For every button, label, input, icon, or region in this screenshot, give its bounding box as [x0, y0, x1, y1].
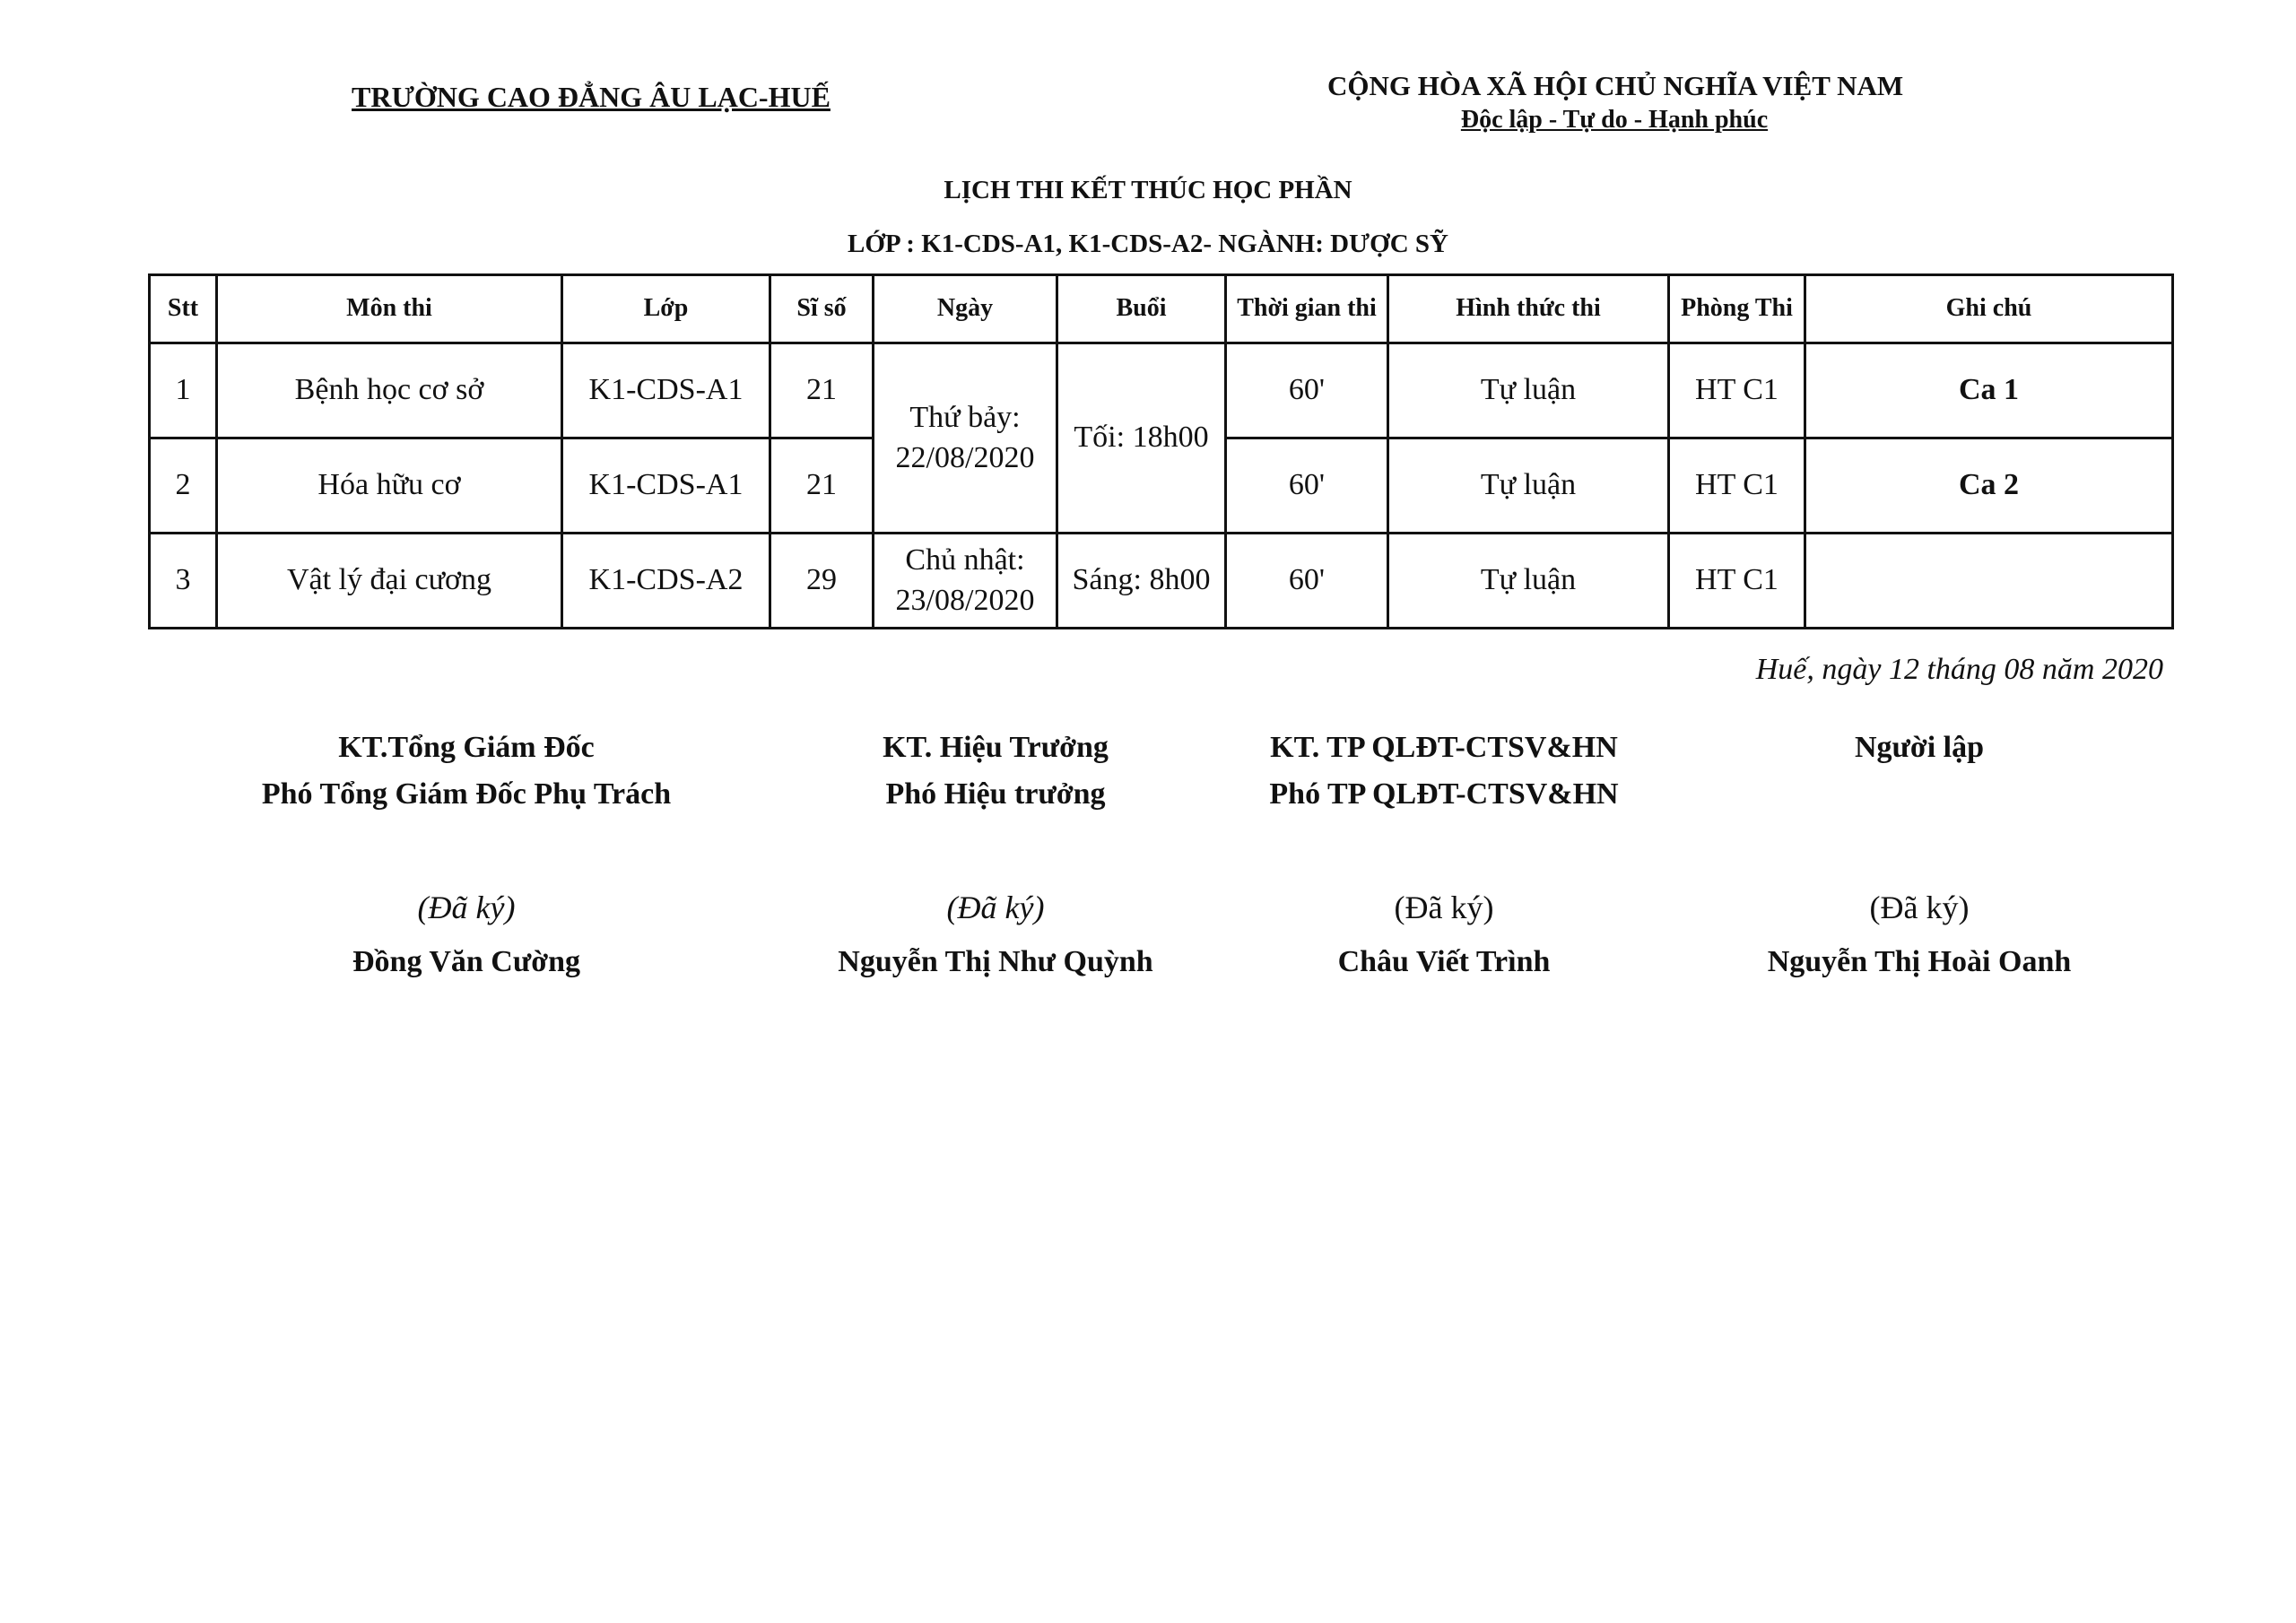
cell-room: HT C1 — [1669, 534, 1805, 629]
cell-class: K1-CDS-A1 — [562, 343, 770, 438]
signer-subtitle: Phó Hiệu trưởng — [885, 777, 1106, 811]
signer-name: Nguyễn Thị Như Quỳnh — [838, 945, 1153, 978]
column-header: Stt — [150, 275, 217, 343]
signed-note: (Đã ký) — [1869, 890, 1970, 925]
cell-room: HT C1 — [1669, 343, 1805, 438]
cell-stt: 3 — [150, 534, 217, 629]
cell-duration: 60' — [1226, 534, 1388, 629]
day-name: Thứ bảy: — [909, 401, 1021, 435]
cell-count: 21 — [770, 438, 874, 534]
cell-count: 29 — [770, 534, 874, 629]
exam-date: 23/08/2020 — [895, 583, 1035, 617]
column-header: Ghi chú — [1805, 275, 2173, 343]
column-header: Lớp — [562, 275, 770, 343]
cell-form: Tự luận — [1388, 438, 1669, 534]
cell-note: Ca 1 — [1805, 343, 2173, 438]
cell-class: K1-CDS-A2 — [562, 534, 770, 629]
school-name: TRƯỜNG CAO ĐẲNG ÂU LẠC-HUẾ — [352, 81, 831, 113]
signer-name: Nguyễn Thị Hoài Oanh — [1767, 945, 2072, 978]
document-title: LỊCH THI KẾT THÚC HỌC PHẦN — [944, 176, 1352, 204]
column-header: Hình thức thi — [1388, 275, 1669, 343]
signature-block-principal — [789, 725, 1202, 979]
exam-schedule-table — [148, 273, 2174, 629]
cell-subject: Hóa hữu cơ — [217, 438, 562, 534]
place-and-date: Huế, ngày 12 tháng 08 năm 2020 — [1755, 653, 2163, 686]
column-header: Sĩ số — [770, 275, 874, 343]
signer-name: Châu Viết Trình — [1337, 945, 1551, 978]
signature-block-department — [1229, 725, 1659, 979]
cell-duration: 60' — [1226, 438, 1388, 534]
cell-note — [1805, 534, 2173, 629]
cell-date-group-2 — [874, 534, 1057, 629]
cell-date-group-1 — [874, 343, 1057, 534]
signature-block-preparer — [1704, 725, 2135, 979]
cell-duration: 60' — [1226, 343, 1388, 438]
nation-motto: Độc lập - Tự do - Hạnh phúc — [1460, 106, 1769, 134]
cell-form: Tự luận — [1388, 343, 1669, 438]
day-name: Chủ nhật: — [905, 543, 1025, 577]
cell-note: Ca 2 — [1805, 438, 2173, 534]
signer-title: KT. TP QLĐT-CTSV&HN — [1270, 731, 1618, 764]
column-header: Phòng Thi — [1669, 275, 1805, 343]
column-header: Thời gian thi — [1226, 275, 1388, 343]
cell-form: Tự luận — [1388, 534, 1669, 629]
column-header: Môn thi — [217, 275, 562, 343]
signer-subtitle: Phó Tổng Giám Đốc Phụ Trách — [261, 777, 672, 811]
cell-count: 21 — [770, 343, 874, 438]
signer-subtitle: Phó TP QLĐT-CTSV&HN — [1269, 777, 1619, 811]
column-header: Buổi — [1057, 275, 1226, 343]
table-row — [150, 343, 2173, 438]
signature-block-director — [206, 725, 726, 979]
signer-title: KT. Hiệu Trưởng — [883, 731, 1109, 764]
signed-note: (Đã ký) — [417, 890, 516, 925]
column-header: Ngày — [874, 275, 1057, 343]
signed-note: (Đã ký) — [946, 890, 1045, 925]
nation-title: CỘNG HÒA XÃ HỘI CHỦ NGHĨA VIỆT NAM — [1327, 70, 1904, 101]
cell-session-group-1: Tối: 18h00 — [1057, 343, 1226, 534]
cell-session-group-2: Sáng: 8h00 — [1057, 534, 1226, 629]
document-subtitle: LỚP : K1-CDS-A1, K1-CDS-A2- NGÀNH: DƯỢC SỸ — [848, 230, 1448, 258]
cell-room: HT C1 — [1669, 438, 1805, 534]
signer-subtitle — [1704, 771, 2135, 818]
signed-note: (Đã ký) — [1394, 890, 1494, 925]
cell-subject: Vật lý đại cương — [217, 534, 562, 629]
cell-stt: 1 — [150, 343, 217, 438]
exam-date: 22/08/2020 — [895, 440, 1035, 474]
cell-subject: Bệnh học cơ sở — [217, 343, 562, 438]
cell-class: K1-CDS-A1 — [562, 438, 770, 534]
signer-name: Đồng Văn Cường — [352, 945, 580, 978]
signer-title: KT.Tổng Giám Đốc — [338, 731, 595, 764]
signer-title: Người lập — [1854, 731, 1985, 764]
cell-stt: 2 — [150, 438, 217, 534]
table-header-row — [150, 275, 2173, 343]
table-row — [150, 534, 2173, 629]
